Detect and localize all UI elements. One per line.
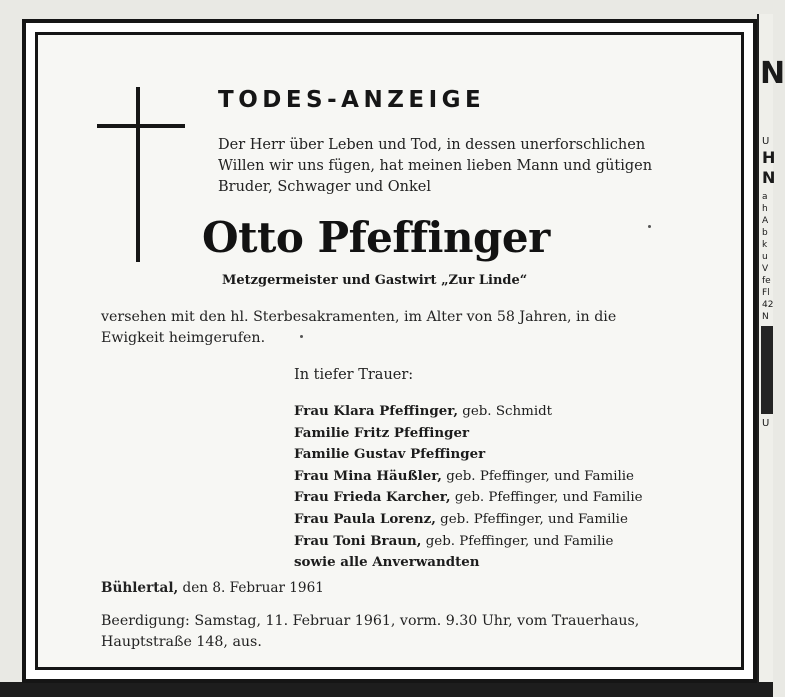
mourner-name: sowie alle Anverwandten bbox=[294, 554, 480, 571]
neighbor-fragment: h bbox=[762, 204, 768, 214]
notice-body bbox=[101, 307, 701, 349]
deceased-occupation: Metzgermeister und Gastwirt „Zur Linde“ bbox=[222, 273, 528, 288]
body-line: Ewigkeit heimgerufen. bbox=[101, 330, 266, 346]
list-item bbox=[294, 487, 643, 509]
neighbor-fragment: a bbox=[762, 192, 768, 202]
neighbor-fragment: A bbox=[762, 216, 769, 226]
list-item bbox=[294, 466, 643, 488]
neighbor-fragment: b bbox=[762, 228, 768, 238]
funeral-details bbox=[101, 611, 701, 653]
list-item bbox=[294, 509, 643, 531]
cross-icon-bar bbox=[97, 124, 185, 128]
death-notice bbox=[22, 19, 757, 683]
neighbor-advertisement bbox=[757, 14, 785, 682]
mourner-name: Familie Gustav Pfeffinger bbox=[294, 446, 486, 463]
neighbor-fragment: fe bbox=[762, 276, 771, 286]
neighbor-divider bbox=[757, 14, 759, 682]
place-and-date bbox=[101, 580, 324, 596]
neighbor-fragment: u bbox=[762, 252, 768, 262]
body-line: versehen mit den hl. Sterbesakramenten, im Alter von 58 Jahren, in die bbox=[101, 309, 617, 325]
list-item bbox=[294, 444, 643, 466]
list-item bbox=[294, 423, 643, 445]
page-bottom-edge bbox=[0, 682, 773, 697]
mourner-detail: geb. Pfeffinger, und Familie bbox=[450, 490, 643, 506]
neighbor-fragment: V bbox=[762, 264, 769, 274]
cross-icon bbox=[136, 87, 140, 262]
mourning-heading: In tiefer Trauer: bbox=[294, 367, 414, 383]
intro-line: Willen wir uns fügen, hat meinen lieben Mann und gütigen bbox=[218, 158, 653, 174]
neighbor-fragment: 42 bbox=[762, 300, 774, 310]
mourner-detail: geb. Pfeffinger, und Familie bbox=[435, 511, 628, 527]
death-notice-inner-frame bbox=[35, 32, 744, 670]
place-name: Bühlertal, bbox=[101, 580, 179, 596]
mourner-name: Frau Frieda Karcher, bbox=[294, 489, 451, 506]
list-item bbox=[294, 552, 643, 574]
neighbor-fragment: H bbox=[762, 148, 776, 167]
list-item bbox=[294, 401, 643, 423]
intro-text bbox=[218, 135, 718, 198]
mourners-list bbox=[294, 401, 643, 574]
notice-date: den 8. Februar 1961 bbox=[178, 580, 324, 596]
mourner-name: Frau Paula Lorenz, bbox=[294, 510, 436, 527]
neighbor-dark-block bbox=[761, 326, 773, 414]
intro-line: Bruder, Schwager und Onkel bbox=[218, 179, 431, 195]
notice-title: TODES-ANZEIGE bbox=[218, 87, 486, 113]
funeral-line: Beerdigung: Samstag, 11. Februar 1961, vorm. 9.30 Uhr, vom Trauerhaus, bbox=[101, 613, 640, 629]
mourner-name: Frau Toni Braun, bbox=[294, 532, 422, 549]
neighbor-fragment: U bbox=[762, 418, 770, 429]
neighbor-fragment: U bbox=[762, 136, 770, 147]
print-speck bbox=[300, 335, 303, 338]
neighbor-fragment: k bbox=[762, 240, 768, 250]
deceased-name: Otto Pfeffinger bbox=[202, 213, 550, 262]
neighbor-fragment: N bbox=[760, 56, 785, 91]
neighbor-fragment: N bbox=[762, 312, 769, 322]
intro-line: Der Herr über Leben und Tod, in dessen unerforschlichen bbox=[218, 137, 646, 153]
print-speck bbox=[648, 225, 651, 228]
mourner-detail: geb. Schmidt bbox=[457, 404, 553, 419]
neighbor-fragment: N bbox=[762, 168, 776, 187]
mourner-name: Frau Mina Häußler, bbox=[294, 467, 442, 484]
mourner-detail: geb. Pfeffinger, und Familie bbox=[441, 468, 634, 484]
mourner-name: Familie Fritz Pfeffinger bbox=[294, 424, 470, 441]
list-item bbox=[294, 531, 643, 553]
mourner-detail: geb. Pfeffinger, und Familie bbox=[421, 533, 614, 549]
neighbor-fragment: Fl bbox=[762, 288, 770, 298]
funeral-line: Hauptstraße 148, aus. bbox=[101, 634, 262, 650]
mourner-name: Frau Klara Pfeffinger, bbox=[294, 403, 458, 419]
